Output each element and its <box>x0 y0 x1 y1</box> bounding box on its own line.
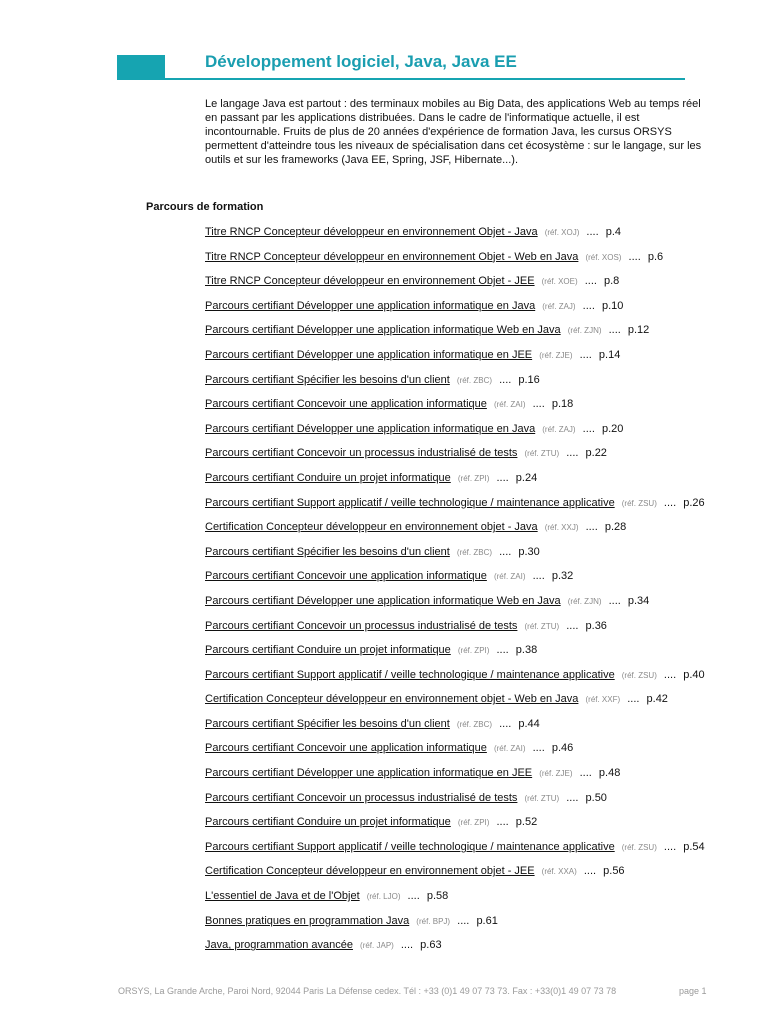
course-leader-dots: .... <box>496 816 509 829</box>
course-link[interactable]: Parcours certifiant Développer une application informatique en Java <box>205 299 536 312</box>
course-link[interactable]: Parcours certifiant Développer une application informatique Web en Java <box>205 324 561 337</box>
course-ref: (réf. ZPI) <box>457 818 490 828</box>
course-link[interactable]: Titre RNCP Concepteur développeur en environnement Objet - Web en Java <box>205 250 579 263</box>
course-leader-dots: .... <box>582 422 595 435</box>
course-ref: (réf. ZJN) <box>567 596 602 606</box>
course-link[interactable]: Certification Concepteur développeur en environnement objet - Java <box>205 521 538 534</box>
course-ref: (réf. ZBC) <box>456 547 493 557</box>
course-page-number: p.54 <box>683 840 705 853</box>
course-leader-dots: .... <box>407 890 420 903</box>
course-item <box>205 300 705 313</box>
course-item <box>205 865 705 878</box>
course-ref: (réf. XXJ) <box>544 523 579 533</box>
course-leader-dots: .... <box>566 619 579 632</box>
course-ref: (réf. ZTU) <box>524 793 560 803</box>
course-item <box>205 792 705 805</box>
course-item <box>205 693 705 706</box>
course-page-number: p.44 <box>518 717 540 730</box>
course-page-number: p.42 <box>646 693 668 706</box>
course-ref: (réf. ZSU) <box>621 498 657 508</box>
course-ref: (réf. XOS) <box>585 252 622 262</box>
course-item <box>205 644 705 657</box>
course-page-number: p.34 <box>627 594 650 607</box>
course-page-number: p.26 <box>683 496 705 509</box>
course-leader-dots: .... <box>582 299 595 312</box>
course-ref: (réf. ZSU) <box>621 670 657 680</box>
course-link[interactable]: Parcours certifiant Concevoir un processus industrialisé de tests <box>205 447 518 460</box>
course-page-number: p.4 <box>605 226 622 238</box>
course-leader-dots: .... <box>532 398 545 411</box>
course-ref: (réf. LJO) <box>366 892 401 902</box>
course-leader-dots: .... <box>457 914 470 927</box>
course-ref: (réf. XOE) <box>541 277 578 287</box>
course-page-number: p.61 <box>476 914 498 927</box>
course-leader-dots: .... <box>566 791 579 804</box>
course-leader-dots: .... <box>532 570 545 583</box>
course-ref: (réf. ZAJ) <box>542 301 576 311</box>
course-ref: (réf. ZJN) <box>567 326 602 336</box>
course-link[interactable]: Parcours certifiant Support applicatif / veille technologique / maintenance applicative <box>205 840 615 853</box>
course-item <box>205 324 705 337</box>
course-ref: (réf. ZAI) <box>493 400 526 410</box>
course-link[interactable]: L'essentiel de Java et de l'Objet <box>205 890 360 903</box>
course-leader-dots: .... <box>627 693 640 706</box>
course-page-number: p.30 <box>518 545 540 558</box>
course-link[interactable]: Parcours certifiant Développer une application informatique Web en Java <box>205 594 561 607</box>
course-leader-dots: .... <box>499 717 512 730</box>
course-leader-dots: .... <box>663 496 677 509</box>
course-link[interactable]: Parcours certifiant Conduire un projet informatique <box>205 816 451 829</box>
intro-paragraph: Le langage Java est partout : des terminaux mobiles au Big Data, des applications Web au temps réel en passant par les applications distribuées. Dans le cadre de l'informatique actuelle, il est incontournable. Fruits de plus de 20 années d'expérience de formation Java, les cursus ORSYS permettent d'atteindre tous les niveaux de spécialisation dans cet écosystème : sur le langage, sur les outils et sur les frameworks (Java EE, Spring, JSF, Hibernate...). <box>205 98 702 166</box>
course-leader-dots: .... <box>663 840 677 853</box>
course-item <box>205 939 705 952</box>
course-page-number: p.20 <box>601 422 624 435</box>
course-page-number: p.6 <box>647 250 664 263</box>
course-page-number: p.52 <box>515 816 538 829</box>
course-list <box>205 226 705 964</box>
course-item <box>205 620 705 633</box>
course-page-number: p.46 <box>551 742 574 755</box>
course-item <box>205 669 705 682</box>
course-page-number: p.63 <box>420 939 442 952</box>
header-rule <box>117 78 685 80</box>
course-item <box>205 718 705 731</box>
course-page-number: p.10 <box>601 299 624 312</box>
course-link[interactable]: Parcours certifiant Concevoir une application informatique <box>205 570 487 583</box>
course-page-number: p.32 <box>551 570 574 583</box>
course-ref: (réf. JAP) <box>360 941 394 951</box>
course-link[interactable]: Titre RNCP Concepteur développeur en environnement Objet - JEE <box>205 275 535 288</box>
course-link[interactable]: Parcours certifiant Développer une application informatique en JEE <box>205 767 533 780</box>
course-leader-dots: .... <box>496 471 509 484</box>
course-item <box>205 251 705 264</box>
course-item <box>205 447 705 460</box>
course-page-number: p.58 <box>426 890 449 903</box>
course-link[interactable]: Parcours certifiant Concevoir un processus industrialisé de tests <box>205 619 518 632</box>
course-item <box>205 742 705 755</box>
course-leader-dots: .... <box>400 939 414 952</box>
course-page-number: p.56 <box>603 865 625 878</box>
course-leader-dots: .... <box>583 865 597 878</box>
course-page-number: p.50 <box>585 791 607 804</box>
course-link[interactable]: Titre RNCP Concepteur développeur en environnement Objet - Java <box>205 226 538 238</box>
course-link[interactable]: Parcours certifiant Conduire un projet informatique <box>205 471 451 484</box>
course-page-number: p.14 <box>598 348 621 361</box>
course-page-number: p.28 <box>604 521 627 534</box>
course-leader-dots: .... <box>499 373 512 386</box>
course-ref: (réf. ZJE) <box>539 769 573 779</box>
course-ref: (réf. ZAJ) <box>542 424 576 434</box>
course-leader-dots: .... <box>579 767 592 780</box>
course-item <box>205 841 705 854</box>
course-leader-dots: .... <box>584 275 597 288</box>
course-link[interactable]: Parcours certifiant Concevoir un processus industrialisé de tests <box>205 791 518 804</box>
course-leader-dots: .... <box>608 324 621 337</box>
course-leader-dots: .... <box>579 348 592 361</box>
header-accent-block <box>117 55 165 79</box>
footer-address: ORSYS, La Grande Arche, Paroi Nord, 92044 Paris La Défense cedex. Tél : +33 (0)1 49 07 73 73. Fax : +33(0)1 49 07 73 78 <box>118 986 617 996</box>
course-item <box>205 890 705 903</box>
course-page-number: p.12 <box>627 324 650 337</box>
footer-page-number: page 1 <box>679 986 707 996</box>
course-item <box>205 497 705 510</box>
course-link[interactable]: Parcours certifiant Développer une application informatique en JEE <box>205 348 533 361</box>
course-item <box>205 546 705 559</box>
course-ref: (réf. ZAI) <box>493 744 526 754</box>
course-ref: (réf. XXA) <box>541 867 577 877</box>
course-leader-dots: .... <box>608 594 621 607</box>
course-link[interactable]: Parcours certifiant Spécifier les besoins d'un client <box>205 717 450 730</box>
course-item <box>205 472 705 485</box>
course-leader-dots: .... <box>628 250 641 263</box>
course-item <box>205 915 705 928</box>
course-link[interactable]: Parcours certifiant Support applicatif / veille technologique / maintenance applicative <box>205 496 615 509</box>
course-link[interactable]: Java, programmation avancée <box>205 939 353 952</box>
course-link[interactable]: Parcours certifiant Support applicatif / veille technologique / maintenance applicative <box>205 668 615 681</box>
course-leader-dots: .... <box>499 545 512 558</box>
course-link[interactable]: Parcours certifiant Spécifier les besoins d'un client <box>205 373 450 386</box>
course-item <box>205 595 705 608</box>
course-page-number: p.40 <box>683 668 705 681</box>
course-leader-dots: .... <box>566 447 579 460</box>
course-page-number: p.16 <box>518 373 540 386</box>
course-leader-dots: .... <box>586 226 599 238</box>
course-item <box>205 423 705 436</box>
course-item <box>205 374 705 387</box>
course-ref: (réf. XXF) <box>585 695 621 705</box>
course-link[interactable]: Parcours certifiant Concevoir une application informatique <box>205 398 487 411</box>
course-item <box>205 275 705 288</box>
course-item <box>205 816 705 829</box>
course-item <box>205 767 705 780</box>
course-item <box>205 521 705 534</box>
course-page-number: p.36 <box>585 619 607 632</box>
course-link[interactable]: Bonnes pratiques en programmation Java <box>205 914 410 927</box>
course-link[interactable]: Certification Concepteur développeur en environnement objet - Web en Java <box>205 693 579 706</box>
course-page-number: p.24 <box>515 471 538 484</box>
course-ref: (réf. ZPI) <box>457 646 490 656</box>
course-link[interactable]: Parcours certifiant Développer une application informatique en Java <box>205 422 536 435</box>
course-page-number: p.18 <box>551 398 574 411</box>
course-page-number: p.22 <box>585 447 607 460</box>
course-ref: (réf. ZPI) <box>457 473 490 483</box>
course-ref: (réf. XOJ) <box>544 228 580 237</box>
course-link[interactable]: Parcours certifiant Concevoir une application informatique <box>205 742 487 755</box>
course-ref: (réf. ZAI) <box>493 572 526 582</box>
course-ref: (réf. ZTU) <box>524 449 560 459</box>
course-page-number: p.8 <box>604 275 620 288</box>
course-link[interactable]: Certification Concepteur développeur en environnement objet - JEE <box>205 865 535 878</box>
course-item <box>205 570 705 583</box>
course-leader-dots: .... <box>532 742 545 755</box>
course-leader-dots: .... <box>496 644 509 657</box>
course-link[interactable]: Parcours certifiant Spécifier les besoins d'un client <box>205 545 450 558</box>
course-ref: (réf. ZBC) <box>456 375 493 385</box>
course-leader-dots: .... <box>663 668 677 681</box>
course-item <box>205 398 705 411</box>
course-ref: (réf. ZSU) <box>621 842 657 852</box>
course-item <box>205 349 705 362</box>
course-link[interactable]: Parcours certifiant Conduire un projet informatique <box>205 644 451 657</box>
page-title: Développement logiciel, Java, Java EE <box>205 52 517 71</box>
course-page-number: p.38 <box>515 644 538 657</box>
course-ref: (réf. ZBC) <box>456 719 493 729</box>
course-leader-dots: .... <box>585 521 598 534</box>
course-page-number: p.48 <box>598 767 621 780</box>
course-ref: (réf. BPJ) <box>416 916 451 926</box>
course-item <box>205 226 705 239</box>
course-ref: (réf. ZTU) <box>524 621 560 631</box>
course-ref: (réf. ZJE) <box>539 350 573 360</box>
section-heading: Parcours de formation <box>146 201 264 213</box>
